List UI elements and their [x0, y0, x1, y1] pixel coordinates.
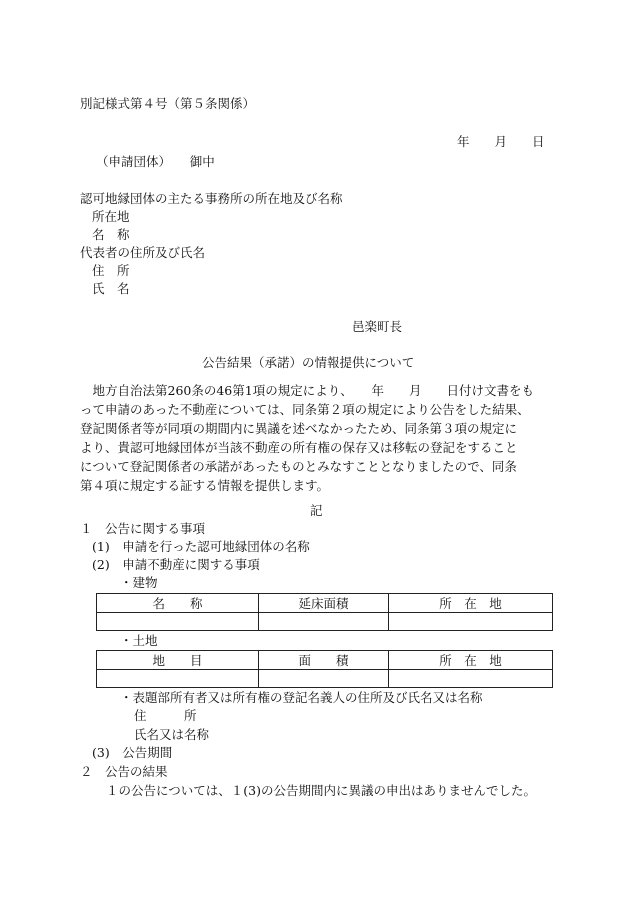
body-line: 第４項に規定する証する情報を提供します。 — [80, 478, 330, 493]
section2-heading: ２ 公告の結果 — [80, 764, 168, 779]
table-header-row — [97, 594, 553, 613]
section1-item3: (3) 公告期間 — [92, 745, 173, 760]
building-table — [96, 593, 553, 631]
addressee: （申請団体） 御中 — [96, 154, 215, 169]
building-area-header: 延床面積 — [259, 594, 389, 613]
land-location-header: 所 在 地 — [389, 651, 553, 670]
table-cell — [97, 670, 259, 688]
section2-text: １の公告については、１(3)の公告期間内に異議の申出はありませんでした。 — [106, 783, 536, 798]
body-line: 登記関係者等が同項の期間内に異議を述べなかったため、同条第３項の規定に — [80, 421, 518, 436]
address-label: 住 所 — [92, 263, 130, 278]
table-row — [97, 613, 553, 631]
building-label: ・建物 — [120, 575, 158, 590]
body-line: って申請のあった不動産については、同条第２項の規定により公告をした結果、 — [80, 402, 530, 417]
section1-heading: １ 公告に関する事項 — [80, 521, 206, 536]
document-title: 公告結果（承諾）の情報提供について — [202, 355, 415, 370]
section1-item1: (1) 申請を行った認可地縁団体の名称 — [92, 539, 310, 554]
owner-address-label: 住 所 — [134, 708, 197, 723]
building-location-header: 所 在 地 — [389, 594, 553, 613]
body-line: について登記関係者の承諾があったものとみなすこととなりましたので、同条 — [80, 459, 517, 474]
table-cell — [389, 670, 553, 688]
body-line: 地方自治法第260条の46第1項の規定により、 年 月 日付け文書をも — [80, 383, 534, 398]
table-row — [97, 670, 553, 688]
table-cell — [389, 613, 553, 631]
owner-label: ・表題部所有者又は所有権の登記名義人の住所及び氏名又は名称 — [120, 690, 483, 705]
building-name-header: 名 称 — [97, 594, 259, 613]
location-label: 所在地 — [92, 209, 130, 224]
representative-heading: 代表者の住所及び氏名 — [80, 245, 206, 260]
table-cell — [97, 613, 259, 631]
body-paragraph — [80, 381, 560, 495]
section1-item2: (2) 申請不動産に関する事項 — [92, 557, 260, 572]
table-cell — [259, 613, 389, 631]
name-label: 名 称 — [92, 227, 130, 242]
table-cell — [259, 670, 389, 688]
table-header-row — [97, 651, 553, 670]
land-label: ・土地 — [120, 633, 158, 648]
land-table — [96, 650, 553, 688]
owner-name-label: 氏名又は名称 — [134, 727, 210, 742]
date-line: 年 月 日 — [457, 134, 545, 149]
land-category-header: 地 目 — [97, 651, 259, 670]
office-heading: 認可地縁団体の主たる事務所の所在地及び名称 — [80, 191, 343, 206]
ki-marker: 記 — [310, 503, 323, 518]
body-line: より、貴認可地縁団体が当該不動産の所有権の保存又は移転の登記をすること — [80, 440, 518, 455]
form-header: 別記様式第４号（第５条関係） — [80, 96, 256, 111]
land-area-header: 面 積 — [259, 651, 389, 670]
person-name-label: 氏 名 — [92, 281, 130, 296]
issuer: 邑楽町長 — [352, 319, 403, 334]
